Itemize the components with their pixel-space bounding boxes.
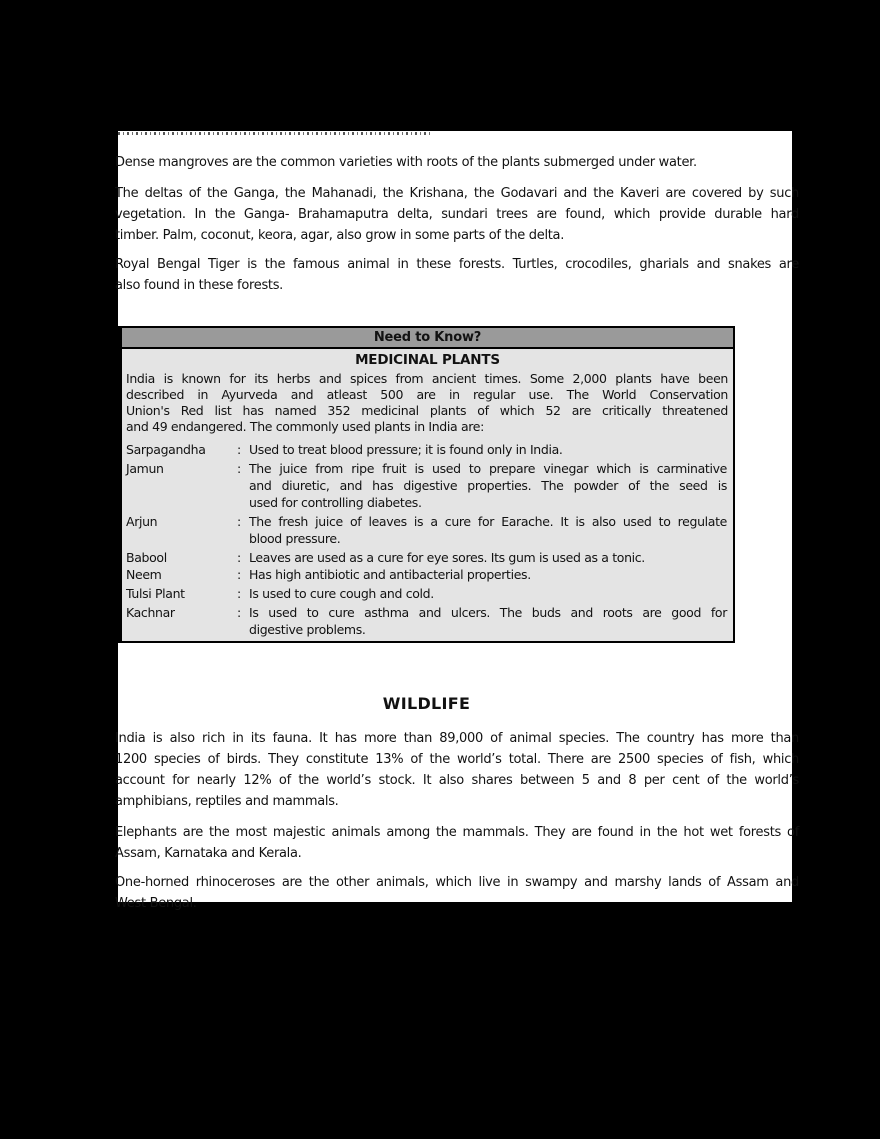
need-to-know-box bbox=[118, 326, 735, 643]
paragraph-royal-bengal-tiger: Royal Bengal Tiger is the famous animal in these forests. Turtles, crocodiles, gharials and snakes are also found in these forests. bbox=[115, 257, 799, 293]
plant-name: Sarpagandha bbox=[126, 442, 206, 457]
wildlife-heading: WILDLIFE bbox=[382, 694, 471, 713]
colon-separator: : bbox=[237, 442, 241, 457]
plant-name: Tulsi Plant bbox=[126, 586, 185, 601]
medicinal-plants-list bbox=[122, 441, 733, 638]
plant-description: The juice from ripe fruit is used to prepare vinegar which is carminative and diuretic, and has digestive properties. The powder of the seed is used for controlling diabetes. bbox=[249, 461, 727, 510]
paragraph-rhinoceros: One-horned rhinoceroses are the other animals, which live in swampy and marshy lands of Assam and West Bengal. bbox=[115, 875, 799, 911]
colon-separator: : bbox=[237, 567, 241, 582]
medicinal-plants-title: MEDICINAL PLANTS bbox=[355, 352, 500, 368]
colon-separator: : bbox=[237, 605, 241, 620]
plant-description: Is used to cure asthma and ulcers. The buds and roots are good for digestive problems. bbox=[249, 605, 727, 637]
colon-separator: : bbox=[237, 586, 241, 601]
plant-row-babool bbox=[126, 549, 727, 566]
colon-separator: : bbox=[237, 514, 241, 529]
paragraph-mangroves: Dense mangroves are the common varieties with roots of the plants submerged under water. bbox=[115, 155, 697, 170]
plant-row-tulsi-plant bbox=[126, 585, 727, 602]
plant-description: Leaves are used as a cure for eye sores. Its gum is used as a tonic. bbox=[249, 550, 645, 565]
paragraph-deltas: The deltas of the Ganga, the Mahanadi, the Krishana, the Godavari and the Kaveri are covered by such vegetation. In the Ganga- Brahamaputra delta, sundari trees are found, which provide durable hard timber. Palm, coconut, keora, agar, also grow in some parts of the delta. bbox=[115, 186, 799, 243]
plant-description: The fresh juice of leaves is a cure for Earache. It is also used to regulate blood pressure. bbox=[249, 514, 727, 546]
plant-name: Jamun bbox=[126, 461, 164, 476]
plant-row-kachnar bbox=[126, 604, 727, 638]
plant-row-sarpagandha bbox=[126, 441, 727, 458]
plant-row-jamun bbox=[126, 460, 727, 511]
plant-row-arjun bbox=[126, 513, 727, 547]
plant-description: Used to treat blood pressure; it is found only in India. bbox=[249, 442, 563, 457]
colon-separator: : bbox=[237, 461, 241, 476]
plant-description: Is used to cure cough and cold. bbox=[249, 586, 434, 601]
paragraph-elephants: Elephants are the most majestic animals among the mammals. They are found in the hot wet forests of Assam, Karnataka and Kerala. bbox=[115, 825, 799, 861]
plant-name: Neem bbox=[126, 567, 162, 582]
plant-name: Babool bbox=[126, 550, 167, 565]
plant-name: Arjun bbox=[126, 514, 158, 529]
paragraph-fauna: India is also rich in its fauna. It has more than 89,000 of animal species. The country has more than 1200 species of birds. They constitute 13% of the world’s total. There are 2500 species of fish, which account for nearly 12% of the world’s stock. It also shares between 5 and 8 per cent of the world’s amphibians, reptiles and mammals. bbox=[115, 731, 799, 809]
plant-name: Kachnar bbox=[126, 605, 175, 620]
medicinal-plants-intro: India is known for its herbs and spices from ancient times. Some 2,000 plants have been described in Ayurveda and atleast 500 are in regular use. The World Conservation Union's Red list has named 352 medicinal plants of which 52 are critically threatened and 49 endangered. The commonly used plants in India are: bbox=[126, 371, 728, 434]
colon-separator: : bbox=[237, 550, 241, 565]
plant-row-neem bbox=[126, 566, 727, 583]
clipped-text-line bbox=[118, 132, 432, 135]
document-page bbox=[115, 131, 799, 911]
need-to-know-header: Need to Know? bbox=[122, 328, 733, 349]
plant-description: Has high antibiotic and antibacterial properties. bbox=[249, 567, 531, 582]
